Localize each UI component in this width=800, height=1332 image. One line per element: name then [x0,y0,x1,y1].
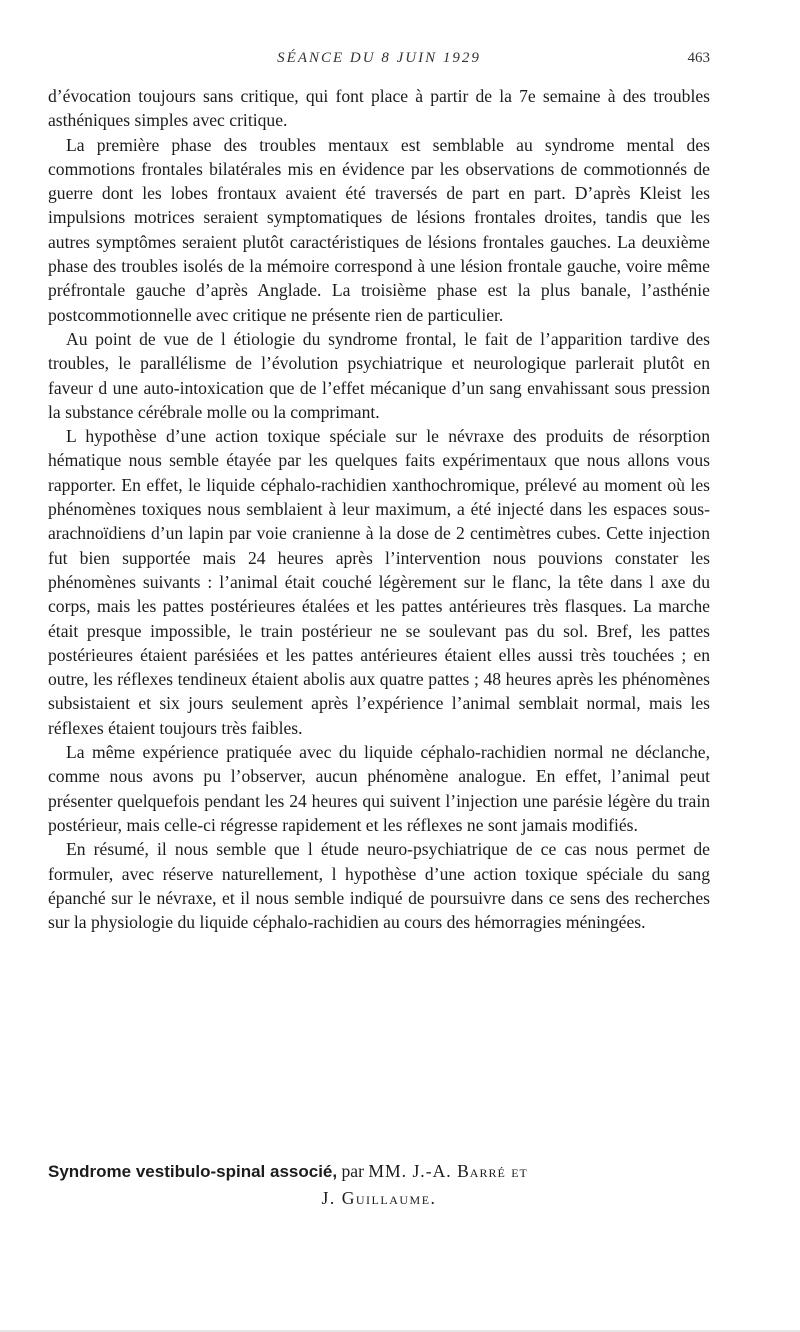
paragraph-first-phase: La première phase des troubles mentaux est semblable au syndrome mental des commotions frontales bilatérales mis en évidence par les observations de commotionnés de guerre dont les lobes frontaux avaient été traversés de part en part. D’après Kleist les impulsions motrices seraient symptomatiques de lésions frontales droites, tandis que les autres symptômes seraient plutôt caractéristiques de lésions frontales gauches. La deuxième phase des troubles isolés de la mémoire correspond à une lésion frontale gauche, voire même préfrontale gauche d’après Anglade. La troisième phase est la plus banale, l’asthénie postcommotionnelle avec critique ne présente rien de particulier. [48,134,710,325]
running-head-title: SÉANCE DU 8 JUIN 1929 [277,50,481,66]
section-title: Syndrome vestibulo-spinal associé, [48,1162,338,1181]
paragraph-control-experiment: La même expérience pratiquée avec du liquide céphalo-rachidien normal ne déclanche, comme nous avons pu l’observer, aucun phénomène analogue. En effet, l’animal peut présenter quelquefois pendant les 24 heures qui suivent l’injection une parésie légère du train postérieur, mais celle-ci régresse rapidement et les réflexes ne sont jamais modifiés. [48,742,710,835]
paragraph-toxic-hypothesis: L hypothèse d’une action toxique spéciale sur le névraxe des produits de résorption hématique nous semble étayée par les quelques faits expérimentaux que nous allons vous rapporter. En effet, le liquide céphalo-rachidien xanthochromique, prélevé au moment où les phénomènes toxiques nous semblaient à leur maximum, a été injecté dans les espaces sous-arachnoïdiens d’un lapin par voie cranienne à la dose de 2 centimètres cubes. Cette injection fut bien supportée mais 24 heures après l’intervention nous pouvions constater les phénomènes suivants : l’animal était couché légèrement sur le flanc, la tête dans l axe du corps, mais les pattes postérieures étalées et les pattes antérieures très flasques. La marche était presque impossible, le train postérieur ne se soulevant pas du sol. Bref, les pattes postérieures étaient parésiées et les pattes antérieures étaient elles aussi très touchées ; en outre, les réflexes tendineux étaient abolis aux quatre pattes ; 48 heures après les phénomènes subsistaient et six jours seulement après l’expérience l’animal semblait normal, mais les réflexes étaient toujours très faibles. [48,426,710,738]
page-number: 463 [687,50,710,66]
section-authors-line1: MM. J.-A. Barré et [368,1161,528,1181]
section-heading-line1 [48,1158,710,1185]
section-heading [48,1158,710,1211]
body-text [48,84,710,934]
paragraph-summary: En résumé, il nous semble que l étude neuro-psychiatrique de ce cas nous permet de formuler, avec réserve naturellement, l hypothèse d’une action toxique spéciale du sang épanché sur le névraxe, et il nous semble indiqué de poursuivre dans ce sens des recherches sur la physiologie du liquide céphalo-rachidien au cours des hémorragies méningées. [48,839,710,933]
section-authors-line2: J. Guillaume. [321,1188,437,1208]
section-by: par [341,1161,364,1181]
paragraph-continuation: d’évocation toujours sans critique, qui font place à partir de la 7e semaine à des troubles asthéniques simples avec critique. [48,86,710,131]
paragraph-etiology: Au point de vue de l étiologie du syndrome frontal, le fait de l’apparition tardive des troubles, le parallélisme de l’évolution psychiatrique et neurologique parlerait plutôt en faveur d une auto-intoxication que de l’effet mécanique d’un sang envahissant sous pression la substance cérébrale molle ou la comprimant. [48,328,710,422]
running-head [48,50,710,78]
